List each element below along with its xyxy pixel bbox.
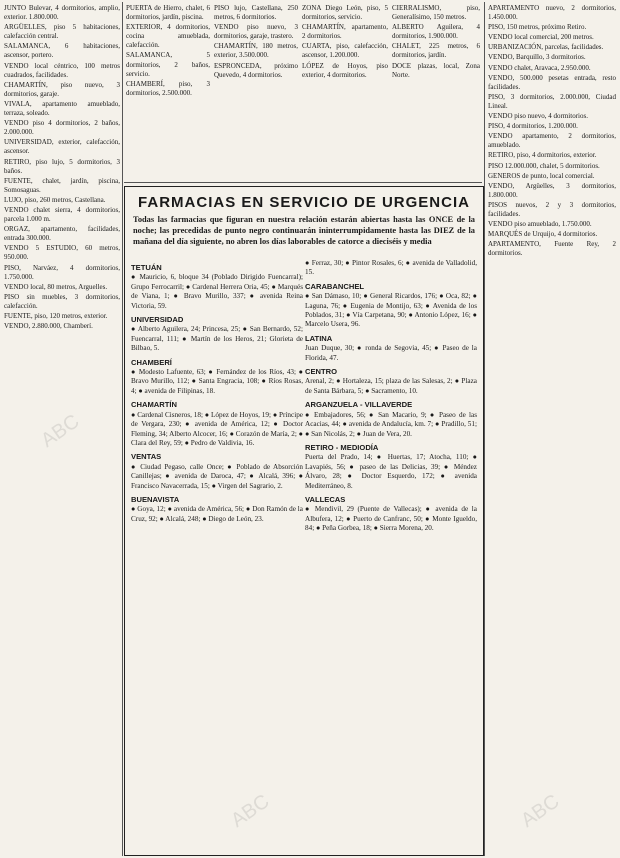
- district-heading: CARABANCHEL: [305, 281, 365, 291]
- classified-ad: FUENTE, chalet, jardín, piscina, Somosaguas.: [4, 176, 120, 194]
- classified-ad: VENDO local comercial, 200 metros.: [488, 33, 594, 42]
- classified-ad: VENDO, Barquillo, 3 dormitorios.: [488, 53, 586, 62]
- pharmacy-column-2: [305, 259, 477, 851]
- classified-ad: DOCE plazas, local, Zona Norte.: [392, 61, 480, 79]
- watermark: ABC: [37, 410, 84, 452]
- top-ads-column-4: [392, 4, 480, 180]
- district-heading: CHAMARTÍN: [131, 400, 177, 410]
- top-ads-column-1: [126, 4, 210, 180]
- classified-ad: VENDO apartamento, 2 dormitorios, amueblado.: [488, 132, 616, 150]
- district-heading: LATINA: [305, 333, 333, 343]
- classified-ad: PISO, 4 dormitorios, 1.200.000.: [488, 122, 578, 131]
- classified-ad: CHAMBERÍ, piso, 3 dormitorios, 2.500.000.: [126, 79, 210, 97]
- district-heading: RETIRO - MEDIODÍA: [305, 442, 379, 452]
- pharmacy-intro: Todas las farmacias que figuran en nuestra relación estarán abiertas hasta las ONCE de la noche; las precedidas de punto negro continuarán ininterrumpidamente hasta las DIEZ de la mañana del día siguiente, no abren los días laborables de catorce a dieciséis y media: [133, 215, 475, 246]
- pharmacy-list: ● Mauricio, 6, bloque 34 (Poblado Dirigido Fuencarral); Grupo Ferrocarril; ● Cardenal Herrera Oria, 45; ● Marqués de Viana, 1; ● Bravo Murillo, 337; ● avenida Reina Victoria, 59.: [131, 273, 303, 310]
- classified-ad: PISO, 3 dormitorios, 2.000.000, Ciudad Lineal.: [488, 92, 616, 110]
- top-ads-column-3: [302, 4, 388, 180]
- classified-ad: EXTERIOR, 4 dormitorios, cocina amueblada, calefacción.: [126, 23, 210, 50]
- classified-ad: PISO sin muebles, 3 dormitorios, calefacción.: [4, 292, 120, 310]
- pharmacy-list: Juan Duque, 30; ● ronda de Segovia, 45; ● Paseo de la Florida, 47.: [305, 344, 477, 362]
- pharmacy-title: FARMACIAS EN SERVICIO DE URGENCIA: [138, 194, 470, 211]
- pharmacy-list: ● San Dámaso, 10; ● General Ricardos, 176; ● Oca, 82; ● Laguna, 76; ● Eugenia de Montijo, 63; ● Avenida de los Poblados, 31; ● Vía Carpetana, 90; ● Antonio López, 16; ● Marcelo Usera, 96.: [305, 292, 477, 329]
- classified-ad: UNIVERSIDAD, exterior, calefacción, ascensor.: [4, 138, 120, 156]
- column-divider: [122, 2, 123, 856]
- classified-ad: ALBERTO Aguilera, 4 dormitorios, 1.900.000.: [392, 23, 480, 41]
- classified-ad: ZONA Diego León, piso, 5 dormitorios, servicio.: [302, 4, 388, 22]
- classified-ad: VENDO, 500.000 pesetas entrada, resto facilidades.: [488, 73, 616, 91]
- watermark: ABC: [227, 790, 274, 832]
- classified-ad: VENDO piso nuevo, 3 dormitorios, garaje, trastero.: [214, 23, 298, 41]
- pharmacy-list: ● Goya, 12; ● avenida de América, 56; ● Don Ramón de la Cruz, 92; ● Alcalá, 248; ● Diego de León, 23.: [131, 505, 303, 523]
- pharmacy-list: ● Ciudad Pegaso, calle Once; ● Poblado de Absorción Canillejas; ● avenida de Daroca, 47; ● Alcalá, 396; ● Francisco Navacerrada, 15; ● Virgen del Sagrario, 2.: [131, 462, 303, 490]
- classified-ad: VENDO, Argüelles, 3 dormitorios, 1.800.000.: [488, 181, 616, 199]
- classified-ad: ESPRONCEDA, próximo Quevedo, 4 dormitorios.: [214, 61, 298, 79]
- district-heading: UNIVERSIDAD: [131, 315, 184, 325]
- classified-ad: ORGAZ, apartamento, facilidades, entrada 300.000.: [4, 225, 120, 243]
- pharmacy-list: Arenal, 2; ● Hortaleza, 15; plaza de las Salesas, 2; ● Plaza de Santa Bárbara, 5; ● Sacramento, 10.: [305, 377, 477, 395]
- classified-ad: LÓPEZ de Hoyos, piso exterior, 4 dormitorios.: [302, 61, 388, 79]
- classified-ad: CHAMARTÍN, 180 metros, exterior, 3.500.000.: [214, 42, 298, 60]
- classified-ad: SALAMANCA, 6 habitaciones, ascensor, portero.: [4, 42, 120, 60]
- classified-ad: VENDO local, 80 metros, Arguelles.: [4, 282, 108, 291]
- pharmacy-list: ● Mendivil, 29 (Puente de Vallecas); ● avenida de la Albufera, 12; ● Puerto de Canfranc, 50; ● Monte Igueldo, 84; ● Peña Gorbea, 18; ● Sierra Morena, 20.: [305, 505, 477, 533]
- classified-ad: VENDO, 2.880.000, Chamberí.: [4, 322, 93, 331]
- classified-ad: VENDO local céntrico, 100 metros cuadrados, facilidades.: [4, 61, 120, 79]
- classified-ad: CUARTA, piso, calefacción, ascensor, 1.200.000.: [302, 42, 388, 60]
- classified-ad: PISO lujo, Castellana, 250 metros, 6 dormitorios.: [214, 4, 298, 22]
- classified-ad: CHAMARTÍN, piso nuevo, 3 dormitorios, garaje.: [4, 80, 120, 98]
- classified-ad: VENDO chalet sierra, 4 dormitorios, parcela 1.000 m.: [4, 205, 120, 224]
- classified-ad: APARTAMENTO nuevo, 2 dormitorios, 1.450.000.: [488, 4, 616, 22]
- district-heading: TETUÁN: [131, 263, 162, 272]
- classified-ad: FUENTE, piso, 120 metros, exterior.: [4, 312, 108, 320]
- top-ads-column-2: [214, 4, 298, 180]
- classified-ad: SALAMANCA, 5 dormitorios, 2 baños, servicio.: [126, 51, 210, 78]
- classified-ad: PISOS nuevos, 2 y 3 dormitorios, facilidades.: [488, 200, 616, 218]
- classified-ad: VENDO chalet, Aravaca, 2.950.000.: [488, 63, 591, 72]
- column-divider: [484, 2, 485, 856]
- right-ads-column: [488, 4, 616, 854]
- classified-ad: APARTAMENTO, Fuente Rey, 2 dormitorios.: [488, 240, 616, 258]
- classified-ad: RETIRO, piso, 4 dormitorios, exterior.: [488, 151, 597, 160]
- pharmacy-list: ● Alberto Aguilera, 24; Princesa, 25; ● San Bernardo, 52; Fuencarral, 111; ● Martín de los Heros, 21; Glorieta de Bilbao, 5.: [131, 325, 303, 353]
- classified-ad: JUNTO Bulevar, 4 dormitorios, amplio, exterior. 1.800.000.: [4, 4, 120, 22]
- classified-ad: ARGÜELLES, piso 5 habitaciones, calefacción central.: [4, 23, 120, 41]
- classified-ad: RETIRO, piso lujo, 5 dormitorios, 3 baños.: [4, 157, 120, 175]
- classified-ad: LUJO, piso, 260 metros, Castellana.: [4, 195, 106, 204]
- top-section-divider: [124, 182, 482, 183]
- classified-ad: CHAMARTÍN, apartamento, 2 dormitorios.: [302, 23, 388, 41]
- classified-ad: PISO, Narváez, 4 dormitorios, 1.750.000.: [4, 263, 120, 281]
- classified-ad: PISO 12.000.000, chalet, 5 dormitorios.: [488, 161, 600, 170]
- pharmacy-list: ● Embajadores, 56; ● San Macario, 9; ● Paseo de las Acacias, 44; ● avenida de Andalucía, km. 7; ● Pradillo, 51; ● San Nicolás, 2; ● Juan de Vera, 20.: [305, 410, 477, 438]
- district-heading: CENTRO: [305, 367, 338, 377]
- district-heading: VALLECAS: [305, 494, 346, 504]
- classified-ad: URBANIZACIÓN, parcelas, facilidades.: [488, 43, 604, 52]
- pharmacy-list: Puerta del Prado, 14; ● Huertas, 17; Atocha, 110; ● Lavapiés, 56; ● paseo de las Delicias, 39; ● Méndez Álvaro, 28; ● Doctor Esquerdo, 172; ● avenida Mediterráneo, 8.: [305, 453, 477, 490]
- pharmacy-list: ● Ferraz, 30; ● Pintor Rosales, 6; ● avenida de Valladolid, 15.: [305, 259, 477, 277]
- district-heading: VENTAS: [131, 452, 162, 462]
- classified-ad: CIERRALISMO, piso, Generalísimo, 150 metros.: [392, 4, 480, 22]
- classified-ad: VENDO piso nuevo, 4 dormitorios.: [488, 112, 588, 121]
- classified-ad: VENDO 5 ESTUDIO, 60 metros, 950.000.: [4, 244, 120, 262]
- classified-ad: VENDO piso amueblado, 1.750.000.: [488, 220, 592, 229]
- classified-ad: MARQUÉS de Urquijo, 4 dormitorios.: [488, 230, 598, 239]
- pharmacy-column-1: [131, 259, 303, 851]
- pharmacy-box: [124, 186, 484, 856]
- district-heading: CHAMBERÍ: [131, 357, 172, 367]
- district-heading: BUENAVISTA: [131, 494, 180, 504]
- district-heading: ARGANZUELA - VILLAVERDE: [305, 400, 413, 410]
- pharmacy-list: ● Modesto Lafuente, 63; ● Fernández de los Ríos, 43; ● Bravo Murillo, 112; ● Santa Engracia, 108; ● Ríos Rosas, 4; ● avenida de Filipinas, 18.: [131, 368, 303, 395]
- watermark: ABC: [517, 790, 564, 832]
- classified-ad: PUERTA de Hierro, chalet, 6 dormitorios, jardín, piscina.: [126, 4, 210, 22]
- classified-ad: CHALET, 225 metros, 6 dormitorios, jardín.: [392, 42, 480, 60]
- classified-ad: VIVALA, apartamento amueblado, terraza, soleado.: [4, 99, 120, 118]
- classified-ad: VENDO piso 4 dormitorios, 2 baños, 2.000.000.: [4, 119, 120, 137]
- classified-ad: GENEROS de punto, local comercial.: [488, 171, 595, 180]
- classified-ad: PISO, 150 metros, próximo Retiro.: [488, 23, 587, 32]
- pharmacy-list: ● Cardenal Cisneros, 18; ● López de Hoyos, 19; ● Príncipe de Vergara, 230; ● avenida de América, 12; ● Doctor Fleming, 34; Alberto Alcocer, 16; ● Corazón de María, 2; ● Clara del Rey, 59; ● Pedro de Valdivia, 16.: [131, 410, 303, 447]
